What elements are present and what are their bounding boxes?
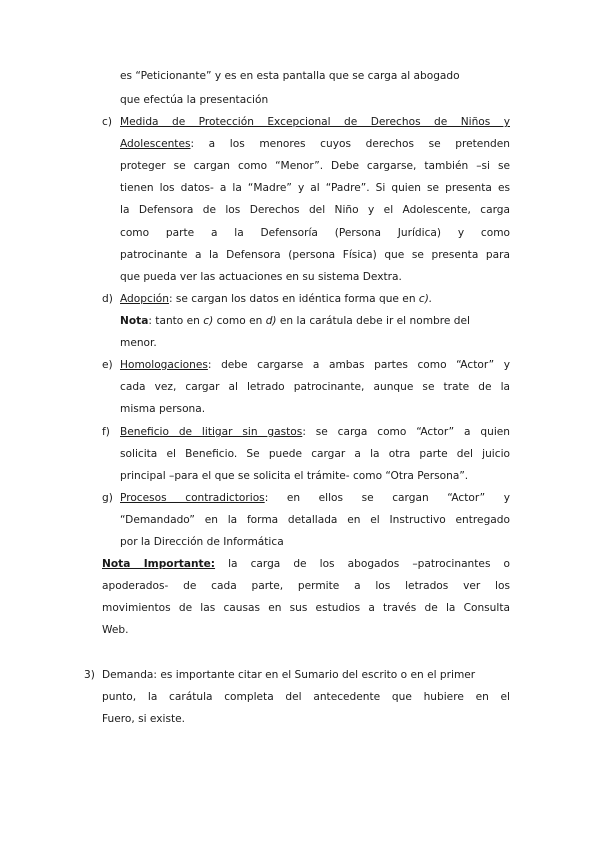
text-line: menor. — [120, 337, 157, 349]
text-line — [102, 557, 510, 571]
text-line: Web. — [102, 624, 129, 636]
text-line: por la Dirección de Informática — [120, 536, 284, 548]
text-line: punto, la carátula completa del antecedente que hubiere en el — [102, 691, 510, 703]
text-line: que efectúa la presentación — [120, 94, 269, 106]
text-line: apoderados- de cada parte, permite a los letrados ver los — [102, 580, 510, 592]
item-f-title: Beneficio de litigar sin gastos — [120, 426, 303, 438]
item-d-title: Adopción — [120, 293, 169, 305]
text-span: c) — [203, 315, 214, 327]
nota-label: Nota — [120, 315, 149, 327]
text-line — [120, 137, 510, 151]
text-span: : tanto en — [148, 315, 204, 327]
text-line: movimientos de las causas en sus estudios a través de la Consulta — [102, 602, 510, 614]
text-span: : se carga como “Actor” a quien — [302, 426, 510, 438]
text-span: la carga de los abogados –patrocinantes o — [215, 558, 510, 570]
text-line — [120, 292, 432, 306]
list-marker-d: d) — [102, 293, 113, 305]
text-line: como parte a la Defensoría (Persona Jurídica) y como — [120, 227, 510, 239]
text-span: en la carátula debe ir el nombre del — [276, 315, 470, 327]
text-span: : a los menores cuyos derechos se pretenden — [190, 138, 510, 150]
text-line: es “Peticionante” y es en esta pantalla que se carga al abogado — [120, 70, 460, 82]
text-span: : debe cargarse a ambas partes como “Actor” y — [207, 359, 510, 371]
text-line: tienen los datos- a la “Madre” y al “Padre”. Si quien se presenta es — [120, 182, 510, 194]
text-line: patrocinante a la Defensora (persona Física) que se presenta para — [120, 249, 510, 261]
text-span: como en — [213, 315, 266, 327]
text-line: proteger se cargan como “Menor”. Debe cargarse, también –si se — [120, 160, 510, 172]
item-g-title: Procesos contradictorios — [120, 492, 265, 504]
text-line: Fuero, si existe. — [102, 713, 186, 725]
text-line: misma persona. — [120, 403, 206, 415]
text-line — [120, 358, 510, 372]
text-line: solicita el Beneficio. Se puede cargar a la otra parte del juicio — [120, 448, 510, 460]
text-span: : en ellos se cargan “Actor” y — [264, 492, 510, 504]
text-span: d) — [265, 315, 277, 327]
text-line: “Demandado” en la forma detallada en el Instructivo entregado — [120, 514, 510, 526]
item-c-title-text: Adolescentes — [120, 138, 191, 150]
list-marker-g: g) — [102, 492, 113, 504]
text-line: Demanda: es importante citar en el Sumario del escrito o en el primer — [102, 669, 476, 681]
text-line: la Defensora de los Derechos del Niño y el Adolescente, carga — [120, 204, 510, 216]
text-span: c). — [418, 293, 433, 305]
list-marker-e: e) — [102, 359, 113, 371]
list-marker-f: f) — [102, 426, 110, 438]
nota-importante-label: Nota Importante: — [102, 558, 216, 570]
text-line: que pueda ver las actuaciones en su sistema Dextra. — [120, 271, 402, 283]
text-line — [120, 314, 470, 328]
item-c-title — [120, 115, 510, 129]
list-marker-c: c) — [102, 116, 112, 128]
text-line: cada vez, cargar al letrado patrocinante, aunque se trate de la — [120, 381, 510, 393]
text-line — [120, 425, 510, 439]
text-span: : se cargan los datos en idéntica forma que en — [168, 293, 419, 305]
text-line: principal –para el que se solicita el trámite- como “Otra Persona”. — [120, 470, 469, 482]
item-e-title: Homologaciones — [120, 359, 208, 371]
list-marker-3: 3) — [84, 669, 95, 681]
text-line — [120, 491, 510, 505]
item-c-title-text: Medida de Protección Excepcional de Derechos de Niños y — [120, 116, 510, 128]
